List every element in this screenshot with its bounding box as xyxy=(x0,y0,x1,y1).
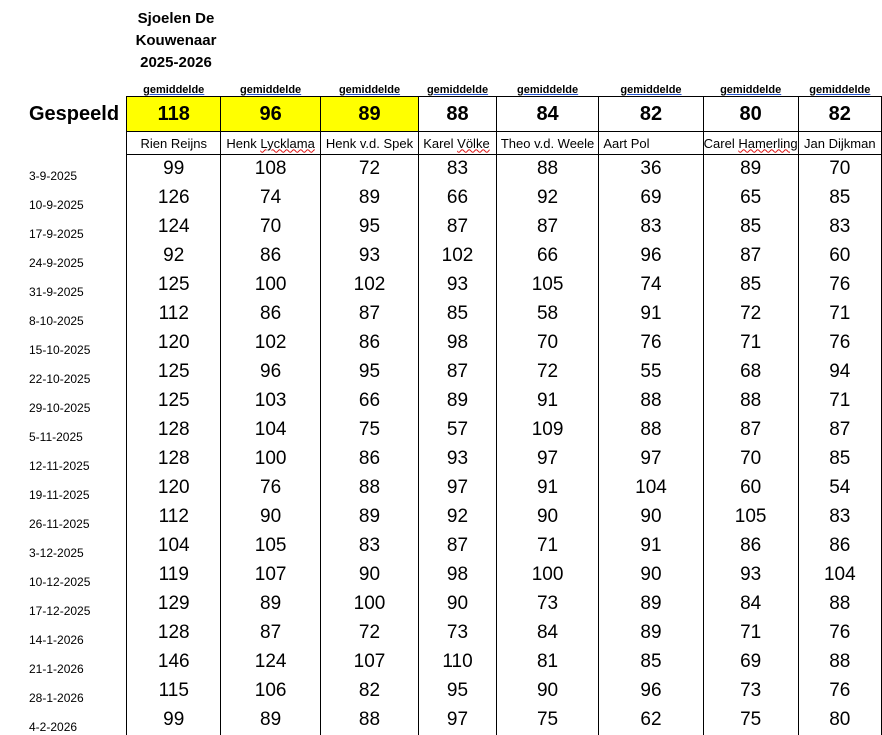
score-cell[interactable]: 76 xyxy=(798,619,881,648)
average-value-cell[interactable]: 89 xyxy=(320,97,418,132)
score-cell[interactable]: 85 xyxy=(599,648,703,677)
score-cell[interactable]: 70 xyxy=(221,213,320,242)
date-cell[interactable]: 17-9-2025 xyxy=(29,226,84,241)
title-line-2: Kouwenaar xyxy=(135,32,217,49)
score-cell[interactable]: 87 xyxy=(419,358,497,387)
score-cell[interactable]: 84 xyxy=(703,590,798,619)
score-cell[interactable]: 120 xyxy=(127,329,221,358)
score-cell[interactable]: 125 xyxy=(127,387,221,416)
score-cell[interactable]: 95 xyxy=(320,358,418,387)
score-cell[interactable]: 105 xyxy=(496,271,599,300)
score-cell[interactable]: 74 xyxy=(599,271,703,300)
player-name-spellcheck: Völke xyxy=(457,135,490,151)
score-cell[interactable]: 85 xyxy=(703,213,798,242)
score-cell[interactable]: 100 xyxy=(320,590,418,619)
score-cell[interactable]: 76 xyxy=(599,329,703,358)
score-cell[interactable]: 87 xyxy=(320,300,418,329)
score-row xyxy=(0,358,882,387)
empty-cell xyxy=(0,78,127,97)
average-label-cell[interactable]: gemiddelde xyxy=(426,84,489,96)
score-cell[interactable]: 100 xyxy=(221,445,320,474)
score-cell[interactable]: 76 xyxy=(798,677,881,706)
score-cell[interactable]: 91 xyxy=(496,387,599,416)
average-value-cell[interactable]: 80 xyxy=(703,97,798,132)
sheet-title xyxy=(128,8,224,74)
score-cell[interactable]: 98 xyxy=(419,329,497,358)
player-name-first: Henk xyxy=(226,135,261,151)
score-cell[interactable]: 95 xyxy=(320,213,418,242)
score-cell[interactable]: 85 xyxy=(703,271,798,300)
score-cell[interactable]: 71 xyxy=(703,619,798,648)
score-cell[interactable]: 115 xyxy=(127,677,221,706)
score-cell[interactable]: 89 xyxy=(221,590,320,619)
score-row xyxy=(0,590,882,619)
score-cell[interactable]: 87 xyxy=(798,416,881,445)
score-cell[interactable]: 87 xyxy=(703,242,798,271)
average-label-cell[interactable]: gemiddelde xyxy=(338,84,401,96)
score-cell[interactable]: 66 xyxy=(320,387,418,416)
score-cell[interactable]: 108 xyxy=(221,155,320,184)
score-cell[interactable]: 88 xyxy=(496,155,599,184)
score-cell[interactable]: 74 xyxy=(221,184,320,213)
score-cell[interactable]: 124 xyxy=(221,648,320,677)
player-name-spellcheck: Hamerling xyxy=(738,135,798,151)
score-cell[interactable]: 86 xyxy=(320,329,418,358)
score-cell[interactable]: 76 xyxy=(798,329,881,358)
score-cell[interactable]: 88 xyxy=(320,706,418,735)
date-cell[interactable]: 3-9-2025 xyxy=(29,168,78,183)
score-row xyxy=(0,561,882,590)
score-cell[interactable]: 89 xyxy=(599,619,703,648)
score-cell[interactable]: 92 xyxy=(496,184,599,213)
score-cell[interactable]: 91 xyxy=(599,300,703,329)
score-cell[interactable]: 89 xyxy=(703,155,798,184)
score-cell[interactable]: 124 xyxy=(127,213,221,242)
player-name-cell[interactable] xyxy=(221,132,320,155)
date-cell[interactable]: 12-11-2025 xyxy=(29,458,90,473)
date-cell[interactable]: 24-9-2025 xyxy=(29,255,84,270)
score-cell[interactable]: 66 xyxy=(496,242,599,271)
score-cell[interactable]: 85 xyxy=(798,445,881,474)
player-name-cell[interactable]: Henk v.d. Spek xyxy=(320,132,418,155)
score-cell[interactable]: 76 xyxy=(221,474,320,503)
average-label-cell[interactable]: gemiddelde xyxy=(517,84,579,96)
score-cell[interactable]: 71 xyxy=(496,532,599,561)
title-line-3: 2025-2026 xyxy=(140,54,212,71)
score-cell[interactable]: 72 xyxy=(703,300,798,329)
date-cell[interactable]: 17-12-2025 xyxy=(29,603,91,618)
score-cell[interactable]: 95 xyxy=(419,677,497,706)
date-cell[interactable]: 10-9-2025 xyxy=(29,197,84,212)
average-label-cell[interactable]: gemiddelde xyxy=(143,84,205,96)
date-cell[interactable]: 10-12-2025 xyxy=(29,574,91,589)
score-cell[interactable]: 36 xyxy=(599,155,703,184)
score-cell[interactable]: 112 xyxy=(127,300,221,329)
score-cell[interactable]: 66 xyxy=(419,184,497,213)
score-cell[interactable]: 89 xyxy=(320,184,418,213)
score-cell[interactable]: 72 xyxy=(320,155,418,184)
score-cell[interactable]: 88 xyxy=(599,416,703,445)
score-cell[interactable]: 86 xyxy=(703,532,798,561)
score-row xyxy=(0,706,882,735)
score-cell[interactable]: 97 xyxy=(419,474,497,503)
average-label-cell[interactable]: gemiddelde xyxy=(809,84,871,96)
date-cell[interactable]: 4-2-2026 xyxy=(29,719,78,734)
score-cell[interactable]: 92 xyxy=(419,503,497,532)
score-cell[interactable]: 128 xyxy=(127,416,221,445)
score-cell[interactable]: 96 xyxy=(599,242,703,271)
score-cell[interactable]: 96 xyxy=(599,677,703,706)
score-cell[interactable]: 83 xyxy=(419,155,497,184)
score-cell[interactable]: 93 xyxy=(419,445,497,474)
score-cell[interactable]: 119 xyxy=(127,561,221,590)
score-cell[interactable]: 54 xyxy=(798,474,881,503)
score-cell[interactable]: 87 xyxy=(496,213,599,242)
score-cell[interactable]: 62 xyxy=(599,706,703,735)
player-name-first: Karel xyxy=(423,135,458,151)
score-row xyxy=(0,329,882,358)
score-cell[interactable]: 99 xyxy=(127,155,221,184)
score-cell[interactable]: 106 xyxy=(221,677,320,706)
date-cell[interactable]: 14-1-2026 xyxy=(29,632,84,647)
score-cell[interactable]: 107 xyxy=(221,561,320,590)
score-cell[interactable]: 93 xyxy=(419,271,497,300)
title-line-1: Sjoelen De xyxy=(137,10,215,27)
score-cell[interactable]: 94 xyxy=(798,358,881,387)
score-cell[interactable]: 84 xyxy=(496,619,599,648)
average-value-cell[interactable]: 82 xyxy=(798,97,881,132)
date-cell[interactable]: 21-1-2026 xyxy=(29,661,84,676)
score-cell[interactable]: 100 xyxy=(221,271,320,300)
score-cell[interactable]: 89 xyxy=(599,590,703,619)
date-cell[interactable]: 28-1-2026 xyxy=(29,690,84,705)
score-cell[interactable]: 88 xyxy=(320,474,418,503)
score-cell[interactable]: 88 xyxy=(703,387,798,416)
player-name-spellcheck: Lycklama xyxy=(260,135,315,151)
player-name-cell[interactable]: Theo v.d. Weele xyxy=(496,132,599,155)
score-row xyxy=(0,474,882,503)
date-cell[interactable]: 19-11-2025 xyxy=(29,487,90,502)
score-cell[interactable]: 99 xyxy=(127,706,221,735)
score-cell[interactable]: 83 xyxy=(798,213,881,242)
score-cell[interactable]: 85 xyxy=(419,300,497,329)
score-cell[interactable]: 104 xyxy=(599,474,703,503)
score-cell[interactable]: 70 xyxy=(798,155,881,184)
date-cell[interactable]: 15-10-2025 xyxy=(29,342,91,357)
score-cell[interactable]: 92 xyxy=(127,242,221,271)
score-cell[interactable]: 90 xyxy=(496,503,599,532)
score-cell[interactable]: 69 xyxy=(703,648,798,677)
score-cell[interactable]: 90 xyxy=(320,561,418,590)
score-cell[interactable]: 60 xyxy=(703,474,798,503)
score-row xyxy=(0,445,882,474)
score-row xyxy=(0,155,882,184)
score-cell[interactable]: 70 xyxy=(703,445,798,474)
date-cell[interactable]: 22-10-2025 xyxy=(29,371,91,386)
average-value-cell[interactable]: 88 xyxy=(419,97,497,132)
player-name-cell[interactable]: Jan Dijkman xyxy=(798,132,881,155)
score-row xyxy=(0,677,882,706)
average-label-cell[interactable]: gemiddelde xyxy=(240,84,302,96)
score-cell[interactable]: 90 xyxy=(599,503,703,532)
score-cell[interactable]: 89 xyxy=(320,503,418,532)
score-cell[interactable]: 91 xyxy=(599,532,703,561)
score-cell[interactable]: 65 xyxy=(703,184,798,213)
score-cell[interactable]: 90 xyxy=(496,677,599,706)
score-cell[interactable]: 72 xyxy=(496,358,599,387)
score-cell[interactable]: 102 xyxy=(419,242,497,271)
score-cell[interactable]: 112 xyxy=(127,503,221,532)
score-cell[interactable]: 88 xyxy=(798,648,881,677)
score-cell[interactable]: 105 xyxy=(221,532,320,561)
score-cell[interactable]: 89 xyxy=(419,387,497,416)
score-row xyxy=(0,532,882,561)
score-cell[interactable]: 83 xyxy=(320,532,418,561)
score-cell[interactable]: 83 xyxy=(798,503,881,532)
score-row xyxy=(0,648,882,677)
score-cell[interactable]: 93 xyxy=(703,561,798,590)
score-cell[interactable]: 72 xyxy=(320,619,418,648)
average-label-row xyxy=(0,78,882,97)
score-cell[interactable]: 71 xyxy=(798,387,881,416)
date-cell[interactable]: 31-9-2025 xyxy=(29,284,84,299)
score-cell[interactable]: 69 xyxy=(599,184,703,213)
score-cell[interactable]: 105 xyxy=(703,503,798,532)
score-cell[interactable]: 87 xyxy=(419,532,497,561)
date-cell[interactable]: 3-12-2025 xyxy=(29,545,84,560)
score-row xyxy=(0,184,882,213)
score-cell[interactable]: 70 xyxy=(496,329,599,358)
score-cell[interactable]: 102 xyxy=(320,271,418,300)
score-cell[interactable]: 82 xyxy=(320,677,418,706)
score-row xyxy=(0,242,882,271)
player-name-cell[interactable] xyxy=(419,132,497,155)
score-cell[interactable]: 58 xyxy=(496,300,599,329)
score-row xyxy=(0,387,882,416)
score-cell[interactable]: 146 xyxy=(127,648,221,677)
score-cell[interactable]: 104 xyxy=(127,532,221,561)
score-cell[interactable]: 76 xyxy=(798,271,881,300)
player-names-row xyxy=(0,132,882,155)
score-row xyxy=(0,271,882,300)
player-name-cell[interactable] xyxy=(703,132,798,155)
score-cell[interactable]: 128 xyxy=(127,619,221,648)
score-cell[interactable]: 104 xyxy=(798,561,881,590)
score-cell[interactable]: 68 xyxy=(703,358,798,387)
score-cell[interactable]: 71 xyxy=(703,329,798,358)
score-cell[interactable]: 102 xyxy=(221,329,320,358)
date-cell[interactable]: 26-11-2025 xyxy=(29,516,90,531)
score-cell[interactable]: 125 xyxy=(127,271,221,300)
score-cell[interactable]: 97 xyxy=(496,445,599,474)
score-cell[interactable]: 55 xyxy=(599,358,703,387)
score-cell[interactable]: 90 xyxy=(221,503,320,532)
average-value-cell[interactable]: 118 xyxy=(127,97,221,132)
score-cell[interactable]: 87 xyxy=(703,416,798,445)
score-cell[interactable]: 73 xyxy=(496,590,599,619)
score-cell[interactable]: 110 xyxy=(419,648,497,677)
score-row xyxy=(0,300,882,329)
average-value-cell[interactable]: 84 xyxy=(496,97,599,132)
score-cell[interactable]: 75 xyxy=(496,706,599,735)
score-cell[interactable]: 104 xyxy=(221,416,320,445)
score-cell[interactable]: 83 xyxy=(599,213,703,242)
score-cell[interactable]: 75 xyxy=(320,416,418,445)
score-cell[interactable]: 88 xyxy=(599,387,703,416)
score-cell[interactable]: 103 xyxy=(221,387,320,416)
score-cell[interactable]: 88 xyxy=(798,590,881,619)
gespeeld-label[interactable]: Gespeeld xyxy=(29,102,120,125)
score-cell[interactable]: 87 xyxy=(419,213,497,242)
score-cell[interactable]: 97 xyxy=(599,445,703,474)
score-cell[interactable]: 86 xyxy=(798,532,881,561)
score-cell[interactable]: 90 xyxy=(419,590,497,619)
date-cell[interactable]: 8-10-2025 xyxy=(29,313,84,328)
score-cell[interactable]: 60 xyxy=(798,242,881,271)
player-name-first: Carel xyxy=(703,135,739,151)
score-cell[interactable]: 126 xyxy=(127,184,221,213)
score-row xyxy=(0,213,882,242)
score-cell[interactable]: 89 xyxy=(221,706,320,735)
score-cell[interactable]: 93 xyxy=(320,242,418,271)
score-cell[interactable]: 120 xyxy=(127,474,221,503)
score-cell[interactable]: 125 xyxy=(127,358,221,387)
player-name-cell[interactable]: Rien Reijns xyxy=(127,132,221,155)
date-cell[interactable]: 5-11-2025 xyxy=(29,429,83,444)
score-cell[interactable]: 91 xyxy=(496,474,599,503)
score-cell[interactable]: 81 xyxy=(496,648,599,677)
date-cell[interactable]: 29-10-2025 xyxy=(29,400,91,415)
score-cell[interactable]: 107 xyxy=(320,648,418,677)
score-cell[interactable]: 85 xyxy=(798,184,881,213)
score-row xyxy=(0,503,882,532)
score-cell[interactable]: 75 xyxy=(703,706,798,735)
score-cell[interactable]: 71 xyxy=(798,300,881,329)
score-cell[interactable]: 87 xyxy=(221,619,320,648)
score-cell[interactable]: 109 xyxy=(496,416,599,445)
score-cell[interactable]: 86 xyxy=(221,242,320,271)
average-row xyxy=(0,97,882,132)
score-cell[interactable]: 73 xyxy=(703,677,798,706)
score-cell[interactable]: 86 xyxy=(221,300,320,329)
player-name-cell[interactable]: Aart Pol xyxy=(599,132,703,155)
score-row xyxy=(0,619,882,648)
score-cell[interactable]: 129 xyxy=(127,590,221,619)
average-value-cell[interactable]: 82 xyxy=(599,97,703,132)
empty-cell xyxy=(0,132,127,155)
average-label-cell[interactable]: gemiddelde xyxy=(720,84,782,96)
score-cell[interactable]: 97 xyxy=(419,706,497,735)
score-cell[interactable]: 128 xyxy=(127,445,221,474)
score-cell[interactable]: 100 xyxy=(496,561,599,590)
score-row xyxy=(0,416,882,445)
score-cell[interactable]: 90 xyxy=(599,561,703,590)
scores-table xyxy=(0,78,882,735)
average-value-cell[interactable]: 96 xyxy=(221,97,320,132)
score-cell[interactable]: 96 xyxy=(221,358,320,387)
score-cell[interactable]: 73 xyxy=(419,619,497,648)
score-cell[interactable]: 80 xyxy=(798,706,881,735)
score-cell[interactable]: 57 xyxy=(419,416,497,445)
average-label-cell[interactable]: gemiddelde xyxy=(620,84,682,96)
score-cell[interactable]: 86 xyxy=(320,445,418,474)
score-cell[interactable]: 98 xyxy=(419,561,497,590)
